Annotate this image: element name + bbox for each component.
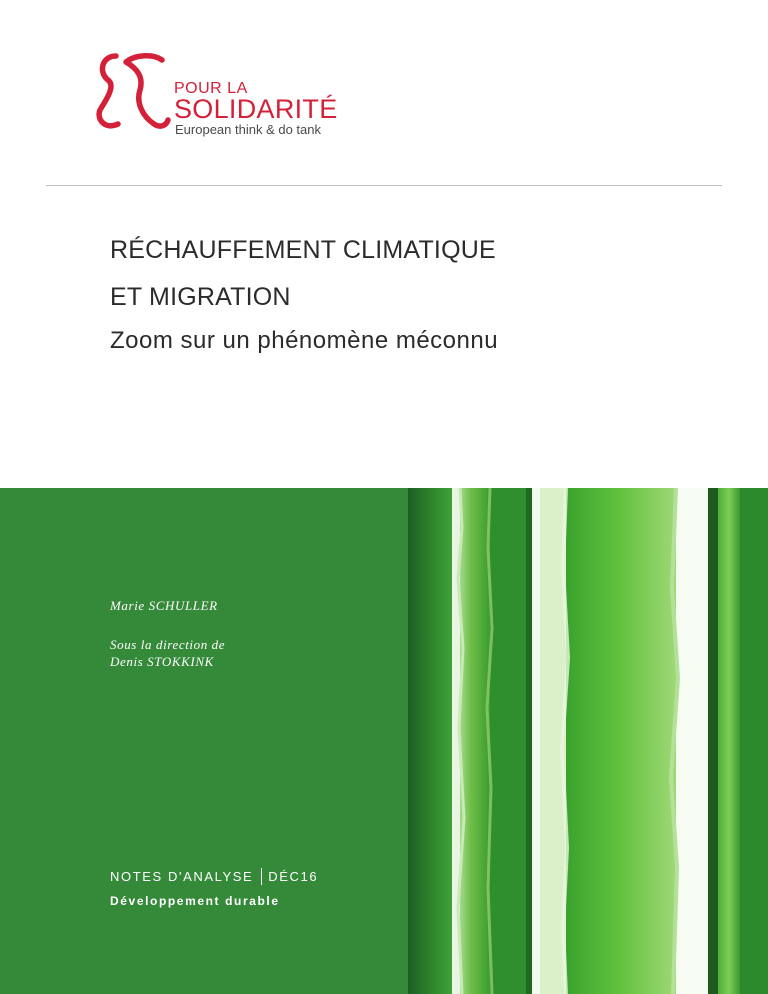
- series-separator: [261, 868, 262, 885]
- pls-logo-mark-icon: [96, 50, 176, 134]
- credits-spacer: [110, 614, 225, 636]
- subtitle: Zoom sur un phénomène méconnu: [110, 327, 499, 354]
- title-line-2: ET MIGRATION: [110, 283, 291, 311]
- author-name: Marie SCHULLER: [110, 598, 218, 613]
- direction-label: Sous la direction de: [110, 637, 226, 652]
- director-name: Denis STOKKINK: [110, 654, 214, 669]
- series-date: DÉC16: [268, 869, 319, 884]
- header-divider: [46, 185, 722, 186]
- series-line: [110, 868, 318, 885]
- logo: [96, 50, 356, 140]
- title-line-1: RÉCHAUFFEMENT CLIMATIQUE: [110, 236, 496, 264]
- cover-panel: [0, 488, 768, 994]
- series-name: NOTES D'ANALYSE: [110, 869, 254, 884]
- green-painting-image: [408, 488, 768, 994]
- logo-text-solidarite: SOLIDARITÉ: [174, 94, 338, 124]
- credits: [110, 597, 225, 670]
- logo-tagline: European think & do tank: [175, 122, 321, 137]
- logo-text-pour-la: POUR LA: [174, 80, 248, 97]
- series-topic: Développement durable: [110, 894, 280, 908]
